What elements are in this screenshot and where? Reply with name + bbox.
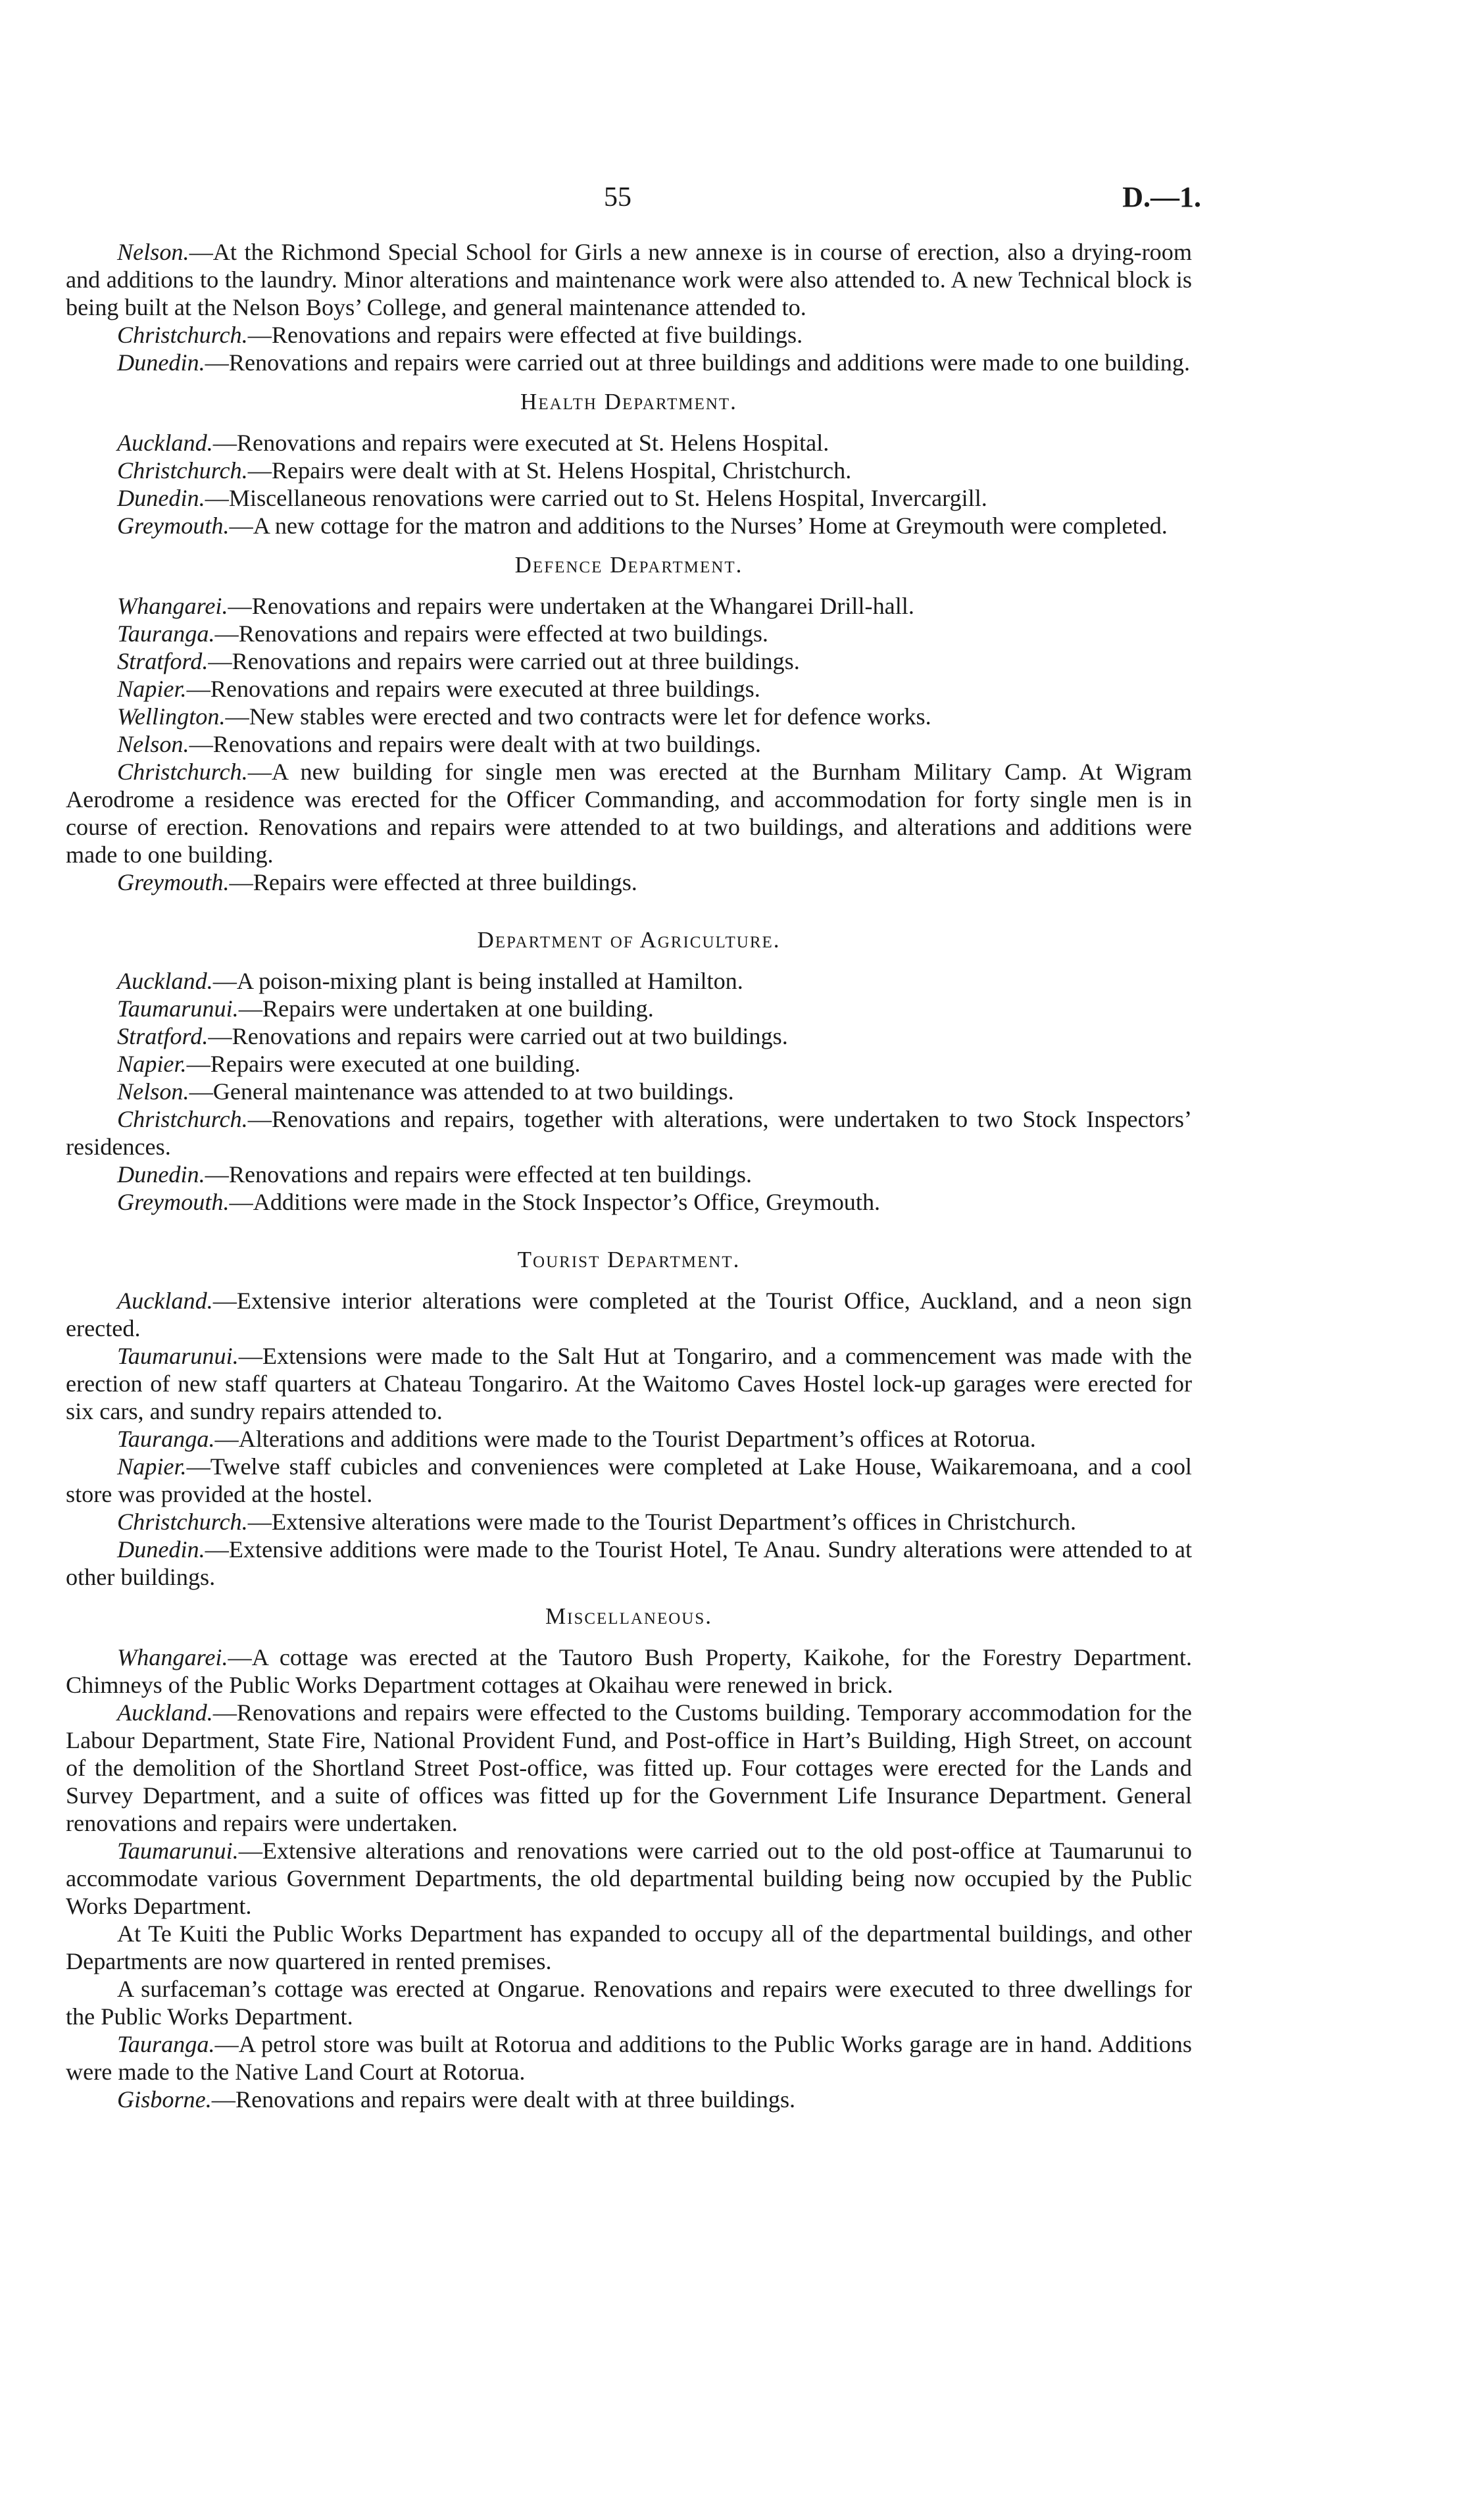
paragraph [66, 238, 1192, 321]
paragraph-text: —Renovations and repairs were dealt with at three buildings. [211, 2086, 796, 2113]
paragraph-text: —Extensions were made to the Salt Hut at Tongariro, and a commencement was made with the erection of new staff quarters at Chateau Tongariro. At the Waitomo Caves Hostel lock-up garages were erected for six cars, and sundry repairs attended to. [66, 1343, 1192, 1424]
paragraph [66, 1508, 1192, 1536]
place-name: Auckland. [117, 1699, 213, 1726]
paragraph-text: —Renovations and repairs were effected to the Customs building. Temporary accommodation for the Labour Department, State Fire, National Provident Fund, and Post-office in Hart’s Building, High Street, on account of the demolition of the Shortland Street Post-office, was fitted up. Four cottages were erected for the Lands and Survey Department, and a suite of offices was fitted up for the Government Life Insurance Department. General renovations and repairs were undertaken. [66, 1699, 1192, 1836]
paragraph [66, 321, 1192, 349]
paragraph [66, 1050, 1192, 1078]
document-code: D.—1. [1122, 181, 1201, 213]
paragraph [66, 758, 1192, 868]
paragraph-text: —Extensive interior alterations were completed at the Tourist Office, Auckland, and a neon sign erected. [66, 1288, 1192, 1341]
paragraph-text: —Renovations and repairs were effected at ten buildings. [205, 1161, 753, 1188]
place-name: Gisborne. [117, 2086, 212, 2113]
place-name: Napier. [117, 1453, 187, 1480]
section [66, 238, 1192, 376]
place-name: Dunedin. [117, 1536, 205, 1563]
place-name: Nelson. [117, 1078, 189, 1105]
paragraph [66, 512, 1192, 539]
paragraph [66, 1022, 1192, 1050]
place-name: Greymouth. [117, 513, 230, 539]
paragraph [66, 592, 1192, 620]
paragraph-text: —A petrol store was built at Rotorua and additions to the Public Works garage are in hand. Additions were made to the Native Land Court at Rotorua. [66, 2031, 1192, 2085]
place-name: Taumarunui. [117, 995, 239, 1022]
paragraph [66, 1699, 1192, 1837]
paragraph-text: —General maintenance was attended to at two buildings. [189, 1078, 734, 1105]
paragraph-text: —Renovations and repairs were dealt with at two buildings. [189, 731, 761, 757]
place-name: Dunedin. [117, 349, 205, 376]
paragraph-text: A surfaceman’s cottage was erected at Ongarue. Renovations and repairs were executed to three dwellings for the Public Works Department. [66, 1976, 1192, 2030]
paragraph [66, 1161, 1192, 1188]
place-name: Auckland. [117, 430, 213, 456]
paragraph [66, 1536, 1192, 1591]
place-name: Tauranga. [117, 1426, 215, 1452]
paragraph [66, 1453, 1192, 1508]
place-name: Taumarunui. [117, 1343, 239, 1369]
paragraph-text: —Renovations and repairs were carried out at three buildings. [208, 648, 800, 674]
paragraph-text: —Renovations and repairs, together with alterations, were undertaken to two Stock Inspectors’ residences. [66, 1106, 1192, 1160]
paragraph-text: —Twelve staff cubicles and conveniences were completed at Lake House, Waikaremoana, and a cool store was provided at the hostel. [66, 1453, 1192, 1507]
paragraph-text: —Repairs were undertaken at one building. [238, 995, 654, 1022]
paragraph [66, 1975, 1192, 2030]
place-name: Nelson. [117, 239, 189, 265]
section [66, 551, 1192, 896]
place-name: Christchurch. [117, 1509, 248, 1535]
place-name: Wellington. [117, 703, 226, 730]
paragraph-text: —Renovations and repairs were carried out at two buildings. [208, 1023, 788, 1049]
paragraph [66, 868, 1192, 896]
paragraph-text: —Renovations and repairs were undertaken at the Whangarei Drill-hall. [228, 593, 914, 619]
section [66, 1603, 1192, 2113]
place-name: Dunedin. [117, 1161, 205, 1188]
page-number: 55 [604, 182, 631, 213]
section [66, 926, 1192, 1216]
place-name: Tauranga. [117, 2031, 215, 2057]
place-name: Taumarunui. [117, 1838, 239, 1864]
place-name: Dunedin. [117, 485, 205, 511]
paragraph [66, 457, 1192, 484]
paragraph-text: At Te Kuiti the Public Works Department has expanded to occupy all of the departmental buildings, and other Departments are now quartered in rented premises. [66, 1920, 1192, 1974]
place-name: Napier. [117, 1051, 187, 1077]
place-name: Greymouth. [117, 1189, 230, 1215]
document-body [66, 238, 1192, 2113]
place-name: Tauranga. [117, 620, 215, 647]
paragraph-text: —A new building for single men was erected at the Burnham Military Camp. At Wigram Aerodrome a residence was erected for the Officer Commanding, and accommodation for forty single men is in course of erection. Renovations and repairs were attended to at two buildings, and alterations and additions were made to one building. [66, 759, 1192, 868]
place-name: Christchurch. [117, 759, 248, 785]
paragraph [66, 2086, 1192, 2113]
paragraph-text: —Renovations and repairs were carried out at three buildings and additions were made to one building. [205, 349, 1191, 376]
paragraph-text: —Miscellaneous renovations were carried out to St. Helens Hospital, Invercargill. [205, 485, 987, 511]
paragraph-text: —Extensive alterations were made to the Tourist Department’s offices in Christchurch. [247, 1509, 1077, 1535]
section-heading: Defence Department. [514, 552, 743, 578]
place-name: Christchurch. [117, 457, 248, 484]
place-name: Whangarei. [117, 1644, 228, 1670]
place-name: Nelson. [117, 731, 189, 757]
section [66, 1246, 1192, 1591]
paragraph [66, 349, 1192, 376]
paragraph [66, 484, 1192, 512]
section [66, 388, 1192, 539]
paragraph [66, 429, 1192, 457]
paragraph-text: —Additions were made in the Stock Inspector’s Office, Greymouth. [229, 1189, 881, 1215]
paragraph [66, 730, 1192, 758]
paragraph [66, 1643, 1192, 1699]
paragraph [66, 1188, 1192, 1216]
paragraph-text: —New stables were erected and two contracts were let for defence works. [225, 703, 931, 730]
paragraph-text: —Renovations and repairs were executed at St. Helens Hospital. [212, 430, 829, 456]
paragraph [66, 1287, 1192, 1342]
section-heading: Tourist Department. [517, 1247, 741, 1272]
place-name: Greymouth. [117, 869, 230, 895]
paragraph [66, 620, 1192, 647]
paragraph-text: —A poison-mixing plant is being installed at Hamilton. [212, 968, 743, 994]
paragraph-text: —Extensive additions were made to the Tourist Hotel, Te Anau. Sundry alterations were attended to at other buildings. [66, 1536, 1192, 1590]
paragraph [66, 967, 1192, 995]
paragraph [66, 647, 1192, 675]
paragraph [66, 2030, 1192, 2086]
paragraph [66, 1837, 1192, 1920]
paragraph-text: —A new cottage for the matron and additions to the Nurses’ Home at Greymouth were completed. [229, 513, 1168, 539]
section-heading: Department of Agriculture. [477, 927, 781, 953]
paragraph [66, 675, 1192, 703]
paragraph [66, 703, 1192, 730]
paragraph [66, 1078, 1192, 1105]
place-name: Stratford. [117, 1023, 209, 1049]
place-name: Whangarei. [117, 593, 228, 619]
paragraph [66, 995, 1192, 1022]
paragraph-text: —Extensive alterations and renovations were carried out to the old post-office at Taumarunui to accommodate various Government Departments, the old departmental building being now occupied by the Public Works Department. [66, 1838, 1192, 1919]
place-name: Christchurch. [117, 1106, 248, 1132]
paragraph-text: —Repairs were effected at three buildings. [229, 869, 637, 895]
paragraph-text: —Repairs were executed at one building. [186, 1051, 581, 1077]
paragraph [66, 1342, 1192, 1425]
place-name: Stratford. [117, 648, 209, 674]
place-name: Napier. [117, 676, 187, 702]
paragraph [66, 1425, 1192, 1453]
paragraph-text: —Renovations and repairs were executed at three buildings. [186, 676, 760, 702]
section-heading: Miscellaneous. [545, 1603, 712, 1629]
paragraph [66, 1920, 1192, 1975]
place-name: Auckland. [117, 1288, 213, 1314]
page-header [0, 178, 1484, 217]
paragraph-text: —Renovations and repairs were effected at five buildings. [247, 322, 803, 348]
paragraph-text: —Alterations and additions were made to the Tourist Department’s offices at Rotorua. [214, 1426, 1036, 1452]
place-name: Auckland. [117, 968, 213, 994]
place-name: Christchurch. [117, 322, 248, 348]
section-heading: Health Department. [520, 389, 737, 414]
paragraph-text: —Repairs were dealt with at St. Helens Hospital, Christchurch. [247, 457, 852, 484]
paragraph-text: —At the Richmond Special School for Girls a new annexe is in course of erection, also a drying-room and additions to the laundry. Minor alterations and maintenance work were also attended to. A new Technical block is being built at the Nelson Boys’ College, and general maintenance attended to. [66, 239, 1192, 320]
paragraph-text: —A cottage was erected at the Tautoro Bush Property, Kaikohe, for the Forestry Department. Chimneys of the Public Works Department cottages at Okaihau were renewed in brick. [66, 1644, 1192, 1698]
paragraph-text: —Renovations and repairs were effected at two buildings. [214, 620, 768, 647]
paragraph [66, 1105, 1192, 1161]
